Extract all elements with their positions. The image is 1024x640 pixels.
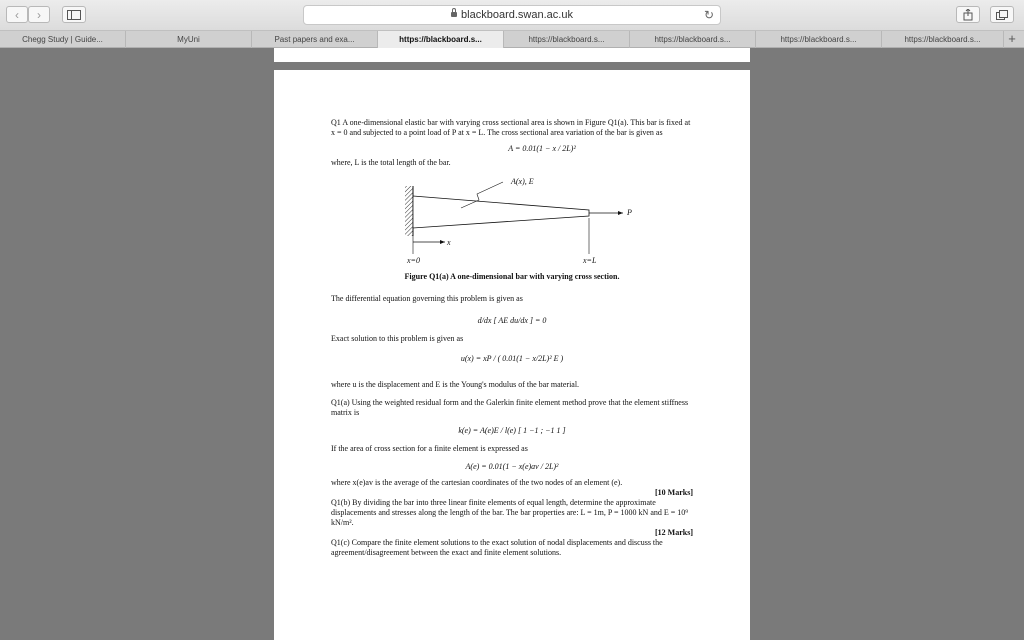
equation-stiffness: k(e) = A(e)E / l(e) [ 1 −1 ; −1 1 ] — [458, 426, 566, 435]
fig-label-x0: x=0 — [407, 256, 420, 265]
where-xav-text: where x(e)av is the average of the cartesian coordinates of the two nodes of an element (e). — [331, 478, 623, 487]
browser-toolbar — [0, 0, 1024, 30]
fig-label-load: P — [627, 208, 632, 217]
q1c-text: Q1(c) Compare the finite element solutions to the exact solution of nodal displacements and discuss the agreement/disagreement between the exact and finite element solutions. — [331, 538, 663, 557]
figure-q1a — [331, 168, 693, 268]
tab-blackboard-active[interactable]: https://blackboard.s... — [378, 31, 504, 48]
tab-myuni[interactable]: MyUni — [126, 31, 252, 48]
url-text: blackboard.swan.ac.uk — [461, 9, 573, 21]
equation-element-area: A(e) = 0.01(1 − x(e)av / 2L)² — [465, 462, 559, 471]
document-page — [274, 70, 750, 640]
fig-label-xl: x=L — [583, 256, 597, 265]
if-area-text: If the area of cross section for a finite element is expressed as — [331, 444, 528, 453]
equation-exact: u(x) = xP / ( 0.01(1 − x/2L)² E ) — [460, 354, 564, 363]
chevron-left-icon: ‹ — [15, 8, 19, 22]
sidebar-icon — [67, 10, 81, 20]
tab-overview-button[interactable] — [990, 6, 1014, 23]
equation-differential: d/dx [ AE du/dx ] = 0 — [477, 316, 547, 325]
share-button[interactable] — [956, 6, 980, 23]
tab-past-papers[interactable]: Past papers and exa... — [252, 31, 378, 48]
diff-eq-text: The differential equation governing this problem is given as — [331, 294, 523, 303]
equation-area: A = 0.01(1 − x / 2L)² — [508, 144, 576, 153]
previous-page-edge — [274, 48, 750, 62]
share-icon — [963, 9, 973, 21]
reload-icon[interactable]: ↻ — [703, 8, 714, 22]
back-button[interactable] — [6, 6, 28, 23]
tabs-icon — [996, 10, 1008, 20]
tab-blackboard-4[interactable]: https://blackboard.s... — [756, 31, 882, 48]
fig-label-axis: x — [447, 238, 451, 247]
sidebar-toggle-button[interactable] — [62, 6, 86, 23]
address-bar[interactable] — [303, 5, 721, 25]
fig-label-area: A(x), E — [511, 177, 534, 186]
marks-b: [12 Marks] — [655, 528, 693, 537]
exact-text: Exact solution to this problem is given as — [331, 334, 464, 343]
tab-blackboard-3[interactable]: https://blackboard.s... — [630, 31, 756, 48]
forward-button[interactable] — [28, 6, 50, 23]
chevron-right-icon: › — [37, 8, 41, 22]
q1-intro: Q1 A one-dimensional elastic bar with varying cross sectional area is shown in Figure Q1(a). This bar is fixed at x = 0 and subjected to a point load of P at x = L. The cross sectional area variation of the bar is given as — [331, 118, 691, 137]
where-u-text: where u is the displacement and E is the Young's modulus of the bar material. — [331, 380, 580, 389]
tab-blackboard-2[interactable]: https://blackboard.s... — [504, 31, 630, 48]
where-l-text: where, L is the total length of the bar. — [331, 158, 451, 167]
marks-a: [10 Marks] — [655, 488, 693, 497]
lock-icon — [451, 12, 457, 17]
figure-caption: Figure Q1(a) A one-dimensional bar with varying cross section. — [404, 272, 620, 281]
tab-blackboard-5[interactable]: https://blackboard.s... — [882, 31, 1004, 48]
tab-bar — [0, 30, 1024, 48]
tab-chegg[interactable]: Chegg Study | Guide... — [0, 31, 126, 48]
q1a-text: Q1(a) Using the weighted residual form and the Galerkin finite element method prove that the element stiffness matrix is — [331, 398, 689, 417]
new-tab-button[interactable]: + — [1008, 31, 1016, 46]
document-content — [331, 118, 693, 558]
q1b-text: Q1(b) By dividing the bar into three linear finite elements of equal length, determine the approximate displacements and stresses along the length of the bar. The bar properties are: L = 1m, P = 1000 kN and E = 10⁹ kN/m². — [331, 498, 689, 527]
